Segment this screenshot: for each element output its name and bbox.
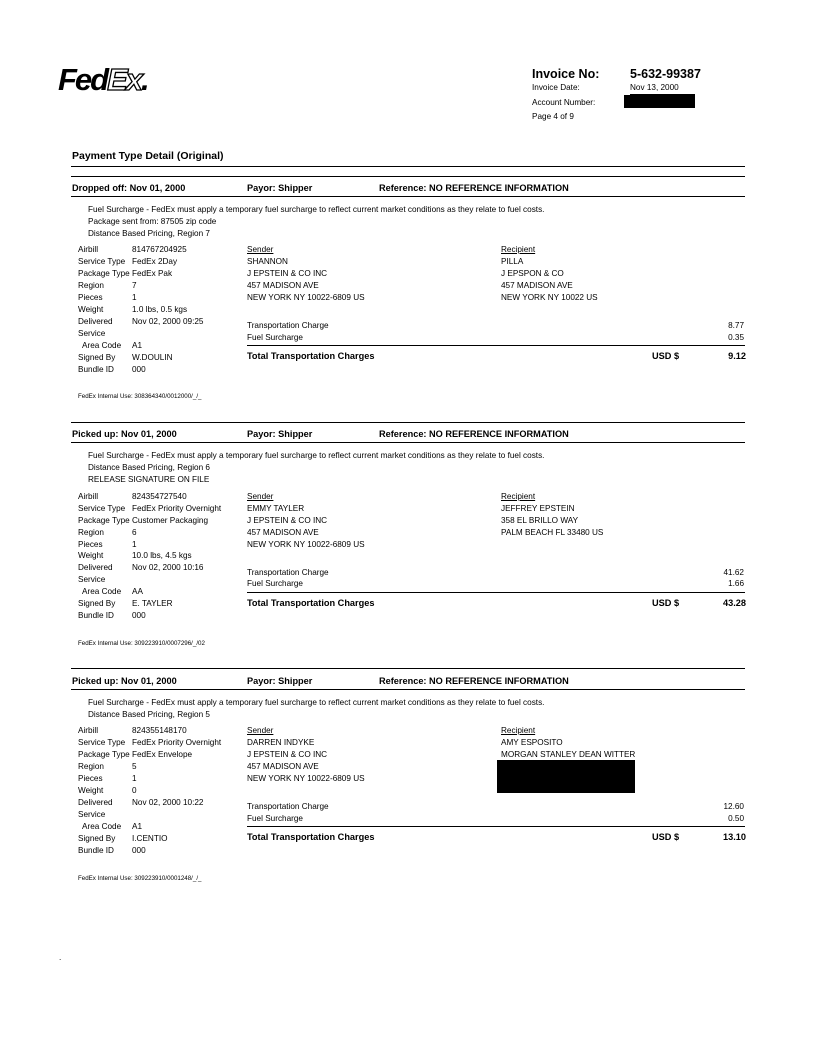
service-label: Service xyxy=(78,575,106,584)
recipient-line: NEW YORK NY 10022 US xyxy=(501,293,598,302)
note-line: Fuel Surcharge - FedEx must apply a temporary fuel surcharge to reflect current market conditions as they relate to fuel costs. xyxy=(88,698,545,707)
package-type-label: Package Type xyxy=(78,516,130,525)
total-label: Total Transportation Charges xyxy=(247,832,375,842)
weight-label: Weight xyxy=(78,305,104,314)
fuel-surcharge-value: 0.35 xyxy=(728,333,744,342)
recipient-heading: Recipient xyxy=(501,726,536,735)
delivered-value: Nov 02, 2000 09:25 xyxy=(132,317,204,326)
delivered-label: Delivered xyxy=(78,798,113,807)
signed-by-label: Signed By xyxy=(78,834,116,843)
recipient-line: 358 EL BRILLO WAY xyxy=(501,516,579,525)
weight-value: 1.0 lbs, 0.5 kgs xyxy=(132,305,188,314)
region-value: 6 xyxy=(132,528,137,537)
sender-line: J EPSTEIN & CO INC xyxy=(247,516,328,525)
fuel-surcharge-label: Fuel Surcharge xyxy=(247,333,303,342)
recipient-line: J EPSPON & CO xyxy=(501,269,564,278)
fuel-surcharge-value: 0.50 xyxy=(728,814,744,823)
account-number-label: Account Number: xyxy=(532,98,596,107)
total-label: Total Transportation Charges xyxy=(247,351,375,361)
shipment-event: Dropped off: Nov 01, 2000 xyxy=(72,183,186,193)
pieces-label: Pieces xyxy=(78,293,103,302)
note-line: Distance Based Pricing, Region 7 xyxy=(88,229,210,238)
invoice-date-value: Nov 13, 2000 xyxy=(630,83,679,92)
service-label: Service xyxy=(78,329,106,338)
service-type-label: Service Type xyxy=(78,257,126,266)
region-label: Region xyxy=(78,528,104,537)
sender-heading: Sender xyxy=(247,245,274,254)
note-line: Distance Based Pricing, Region 6 xyxy=(88,463,210,472)
note-line: Distance Based Pricing, Region 5 xyxy=(88,710,210,719)
bundle-id-label: Bundle ID xyxy=(78,846,114,855)
shipment-header-rule xyxy=(71,689,745,690)
bundle-id-value: 000 xyxy=(132,611,146,620)
pieces-label: Pieces xyxy=(78,774,103,783)
area-code-value: A1 xyxy=(132,341,143,350)
internal-use: FedEx Internal Use: 309223910/0001248/_/_ xyxy=(78,875,202,882)
pieces-value: 1 xyxy=(132,774,137,783)
shipment-reference: Reference: NO REFERENCE INFORMATION xyxy=(379,676,569,686)
invoice-date-label: Invoice Date: xyxy=(532,83,580,92)
sender-line: 457 MADISON AVE xyxy=(247,762,319,771)
delivered-value: Nov 02, 2000 10:16 xyxy=(132,563,204,572)
shipment-reference: Reference: NO REFERENCE INFORMATION xyxy=(379,183,569,193)
package-type-value: FedEx Envelope xyxy=(132,750,193,759)
recipient-heading: Recipient xyxy=(501,245,536,254)
total-value: 13.10 xyxy=(723,832,746,842)
shipment-top-rule xyxy=(71,422,745,423)
signed-by-value: W.DOULIN xyxy=(132,353,173,362)
signed-by-label: Signed By xyxy=(78,599,116,608)
weight-label: Weight xyxy=(78,551,104,560)
footer-mark: . xyxy=(59,953,62,962)
recipient-line: JEFFREY EPSTEIN xyxy=(501,504,575,513)
shipment-payor: Payor: Shipper xyxy=(247,429,313,439)
weight-value: 10.0 lbs, 4.5 kgs xyxy=(132,551,192,560)
recipient-line: AMY ESPOSITO xyxy=(501,738,563,747)
fuel-surcharge-label: Fuel Surcharge xyxy=(247,814,303,823)
sender-line: EMMY TAYLER xyxy=(247,504,305,513)
airbill-label: Airbill xyxy=(78,492,99,501)
region-value: 7 xyxy=(132,281,137,290)
title-rule xyxy=(71,166,745,167)
package-type-label: Package Type xyxy=(78,750,130,759)
weight-label: Weight xyxy=(78,786,104,795)
internal-use: FedEx Internal Use: 308364340/0012000/_/_ xyxy=(78,393,202,400)
delivered-value: Nov 02, 2000 10:22 xyxy=(132,798,204,807)
airbill-value: 824354727540 xyxy=(132,492,187,501)
page-number: Page 4 of 9 xyxy=(532,112,574,121)
transportation-charge-value: 41.62 xyxy=(723,568,744,577)
bundle-id-label: Bundle ID xyxy=(78,611,114,620)
service-type-label: Service Type xyxy=(78,504,126,513)
logo-dot: . xyxy=(141,62,148,97)
recipient-address-redaction xyxy=(497,760,635,793)
region-label: Region xyxy=(78,281,104,290)
bundle-id-label: Bundle ID xyxy=(78,365,114,374)
airbill-label: Airbill xyxy=(78,726,99,735)
bundle-id-value: 000 xyxy=(132,365,146,374)
fuel-surcharge-value: 1.66 xyxy=(728,579,744,588)
account-number-redaction xyxy=(624,95,695,108)
service-type-value: FedEx 2Day xyxy=(132,257,178,266)
delivered-label: Delivered xyxy=(78,317,113,326)
package-type-value: Customer Packaging xyxy=(132,516,208,525)
weight-value: 0 xyxy=(132,786,137,795)
shipment-header-rule xyxy=(71,442,745,443)
logo-ex: Ex xyxy=(107,62,142,97)
logo-fed: Fed xyxy=(58,62,108,97)
recipient-line: MORGAN STANLEY DEAN WITTER xyxy=(501,750,636,759)
area-code-value: AA xyxy=(132,587,143,596)
sender-heading: Sender xyxy=(247,492,274,501)
sender-line: J EPSTEIN & CO INC xyxy=(247,269,328,278)
service-type-label: Service Type xyxy=(78,738,126,747)
area-code-label: Area Code xyxy=(82,587,122,596)
shipment-top-rule xyxy=(71,176,745,177)
fedex-logo xyxy=(58,62,148,98)
shipment-event: Picked up: Nov 01, 2000 xyxy=(72,676,177,686)
shipment-reference: Reference: NO REFERENCE INFORMATION xyxy=(379,429,569,439)
total-rule xyxy=(247,826,745,827)
service-label: Service xyxy=(78,810,106,819)
sender-line: SHANNON xyxy=(247,257,288,266)
area-code-value: A1 xyxy=(132,822,143,831)
area-code-label: Area Code xyxy=(82,341,122,350)
recipient-heading: Recipient xyxy=(501,492,536,501)
internal-use: FedEx Internal Use: 309223910/0007296/_/02 xyxy=(78,640,205,647)
sender-line: 457 MADISON AVE xyxy=(247,528,319,537)
sender-line: NEW YORK NY 10022-6809 US xyxy=(247,774,365,783)
pieces-value: 1 xyxy=(132,293,137,302)
airbill-value: 824355148170 xyxy=(132,726,187,735)
airbill-value: 814767204925 xyxy=(132,245,187,254)
sender-line: NEW YORK NY 10022-6809 US xyxy=(247,540,365,549)
note-line: Fuel Surcharge - FedEx must apply a temporary fuel surcharge to reflect current market conditions as they relate to fuel costs. xyxy=(88,451,545,460)
sender-line: 457 MADISON AVE xyxy=(247,281,319,290)
shipment-event: Picked up: Nov 01, 2000 xyxy=(72,429,177,439)
recipient-line: PALM BEACH FL 33480 US xyxy=(501,528,604,537)
transportation-charge-label: Transportation Charge xyxy=(247,802,329,811)
pieces-label: Pieces xyxy=(78,540,103,549)
airbill-label: Airbill xyxy=(78,245,99,254)
sender-line: DARREN INDYKE xyxy=(247,738,315,747)
total-currency: USD $ xyxy=(652,351,680,361)
shipment-header-rule xyxy=(71,196,745,197)
sender-heading: Sender xyxy=(247,726,274,735)
shipment-payor: Payor: Shipper xyxy=(247,676,313,686)
note-line: Fuel Surcharge - FedEx must apply a temporary fuel surcharge to reflect current market conditions as they relate to fuel costs. xyxy=(88,205,545,214)
package-type-value: FedEx Pak xyxy=(132,269,173,278)
signed-by-label: Signed By xyxy=(78,353,116,362)
transportation-charge-value: 8.77 xyxy=(728,321,744,330)
shipment-payor: Payor: Shipper xyxy=(247,183,313,193)
total-rule xyxy=(247,592,745,593)
page-title: Payment Type Detail (Original) xyxy=(72,150,224,162)
total-value: 9.12 xyxy=(728,351,746,361)
service-type-value: FedEx Priority Overnight xyxy=(132,738,222,747)
invoice-no-value: 5-632-99387 xyxy=(630,67,701,81)
package-type-label: Package Type xyxy=(78,269,130,278)
recipient-line: PILLA xyxy=(501,257,524,266)
sender-line: NEW YORK NY 10022-6809 US xyxy=(247,293,365,302)
invoice-no-label: Invoice No: xyxy=(532,67,600,81)
service-type-value: FedEx Priority Overnight xyxy=(132,504,222,513)
region-value: 5 xyxy=(132,762,137,771)
bundle-id-value: 000 xyxy=(132,846,146,855)
signed-by-value: E. TAYLER xyxy=(132,599,173,608)
transportation-charge-value: 12.60 xyxy=(723,802,744,811)
total-currency: USD $ xyxy=(652,598,680,608)
pieces-value: 1 xyxy=(132,540,137,549)
fuel-surcharge-label: Fuel Surcharge xyxy=(247,579,303,588)
total-currency: USD $ xyxy=(652,832,680,842)
recipient-line: 457 MADISON AVE xyxy=(501,281,573,290)
transportation-charge-label: Transportation Charge xyxy=(247,568,329,577)
total-rule xyxy=(247,345,745,346)
area-code-label: Area Code xyxy=(82,822,122,831)
region-label: Region xyxy=(78,762,104,771)
delivered-label: Delivered xyxy=(78,563,113,572)
sender-line: J EPSTEIN & CO INC xyxy=(247,750,328,759)
total-value: 43.28 xyxy=(723,598,746,608)
signed-by-value: I.CENTIO xyxy=(132,834,168,843)
note-line: Package sent from: 87505 zip code xyxy=(88,217,217,226)
note-line: RELEASE SIGNATURE ON FILE xyxy=(88,475,210,484)
shipment-top-rule xyxy=(71,668,745,669)
transportation-charge-label: Transportation Charge xyxy=(247,321,329,330)
total-label: Total Transportation Charges xyxy=(247,598,375,608)
